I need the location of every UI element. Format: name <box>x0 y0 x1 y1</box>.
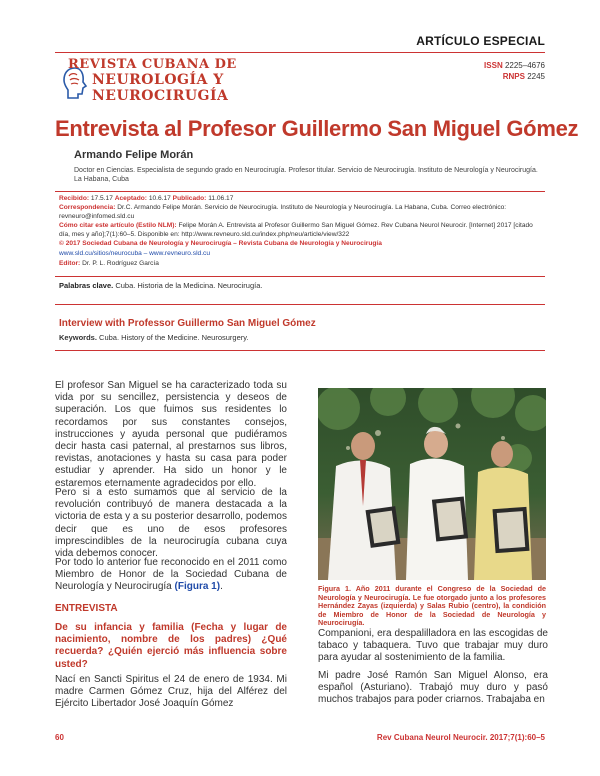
citation-line <box>59 222 544 239</box>
published-date: 11.06.17 <box>208 195 234 202</box>
copyright-line <box>59 240 544 249</box>
cite-label: Cómo citar este artículo (Estilo NLM): <box>59 222 177 229</box>
accepted-label: Aceptado: <box>114 195 147 202</box>
keywords-es <box>59 281 262 290</box>
received-date: 17.5.17 <box>90 195 113 202</box>
websites-link[interactable]: www.sld.cu/sitios/neurocuba – www.revneuro.sld.cu <box>59 250 210 257</box>
published-label: Publicado: <box>172 195 207 202</box>
figure-1-photo <box>318 388 546 580</box>
section-label: ARTÍCULO ESPECIAL <box>416 34 545 48</box>
correspondence-label: Correspondencia: <box>59 204 116 211</box>
journal-logo <box>62 57 237 108</box>
english-title: Interview with Professor Guillermo San Miguel Gómez <box>59 318 316 329</box>
logo-line-2: NEUROLOGÍA Y <box>92 72 224 88</box>
keywords-en <box>59 333 249 342</box>
paragraph-1: El profesor San Miguel se ha caracterizado toda su vida por su sencillez, persistencia y deseos de superación. Los que fuimos sus residentes lo recordamos por sus constantes consejos, instrucciones y ayuda personal que pudiéramos decir hasta casi paternal, al prestarnos sus libros, revistas, anotaciones y hasta su casa para poder estudiar y aprender. Ha sido un honor y le estaremos eternamente agradecidos por ello. <box>55 380 287 489</box>
correspondence-text: Dr.C. Armando Felipe Morán. Servicio de Neurocirugía. Instituto de Neurología y Neurocirugía. La Habana, Cuba. Correo electrónico: revneuro@infomed.sld.cu <box>59 204 507 220</box>
editor-label: Editor: <box>59 260 81 267</box>
rnps-value: 2245 <box>527 72 545 81</box>
page-number: 60 <box>55 733 64 742</box>
rnps-label: RNPS <box>502 72 525 81</box>
correspondence-line <box>59 204 544 221</box>
figure-1-link[interactable]: (Figura 1) <box>174 581 221 593</box>
photo-illustration <box>318 388 546 580</box>
dates-line <box>59 195 544 204</box>
accepted-date: 10.6.17 <box>148 195 171 202</box>
received-label: Recibido: <box>59 195 90 202</box>
editor-line <box>59 260 544 269</box>
copyright-text: © 2017 Sociedad Cubana de Neurología y Neurocirugía – Revista Cubana de Neurología y Neurocirugía <box>59 240 382 247</box>
keywords-divider <box>55 304 545 305</box>
answer-1: Nací en Sancti Spiritus el 24 de enero de 1934. Mi madre Carmen Gómez Cruz, hija del Alférez del Ejército Libertador José Joaquín Gómez <box>55 674 287 710</box>
figure-1-caption: Figura 1. Año 2011 durante el Congreso de la Sociedad de Neurología y Neurocirugía. Le fue otorgado junto a los profesores Hernández Zayas (izquierda) y Salas Rubio (centro), la condición de Miembro de Honor de la Sociedad de Neurología y Neurocirugía. <box>318 584 546 627</box>
paragraph-3-end: . <box>220 581 223 593</box>
editor-name: Dr. P. L. Rodríguez García <box>82 260 159 267</box>
issn-block <box>484 60 545 82</box>
logo-line-1: REVISTA CUBANA DE <box>68 57 237 72</box>
question-1: De su infancia y familia (Fecha y lugar de nacimiento, nombre de los padres) ¿Qué recuerda? ¿Quién ejerció más influencia sobre usted? <box>55 622 287 670</box>
keywords-en-text: Cuba. History of the Medicine. Neurosurgery. <box>99 333 249 342</box>
article-title: Entrevista al Profesor Guillermo San Miguel Gómez <box>55 116 579 141</box>
interview-heading: ENTREVISTA <box>55 603 118 614</box>
paragraph-3 <box>55 557 287 594</box>
keywords-es-label: Palabras clave. <box>59 281 114 290</box>
keywords-en-label: Keywords. <box>59 333 97 342</box>
paragraph-3-text: Por todo lo anterior fue reconocido en el 2011 como Miembro de Honor de la Sociedad Cubana de Neurología y Neurocirugía <box>55 557 287 593</box>
header-divider <box>55 52 545 53</box>
keywords-es-text: Cuba. Historia de la Medicina. Neurocirugía. <box>115 281 263 290</box>
article-author: Armando Felipe Morán <box>74 149 194 161</box>
english-divider <box>55 350 545 351</box>
cite-text: Felipe Morán A. Entrevista al Profesor Guillermo San Miguel Gómez. Rev Cubana Neurol Neurocir. [Internet] 2017 [citado día, mes y año];7(1):60–5. Disponible en: http://www.revneuro.sld.cu/index.php/neu/article/view/322 <box>59 222 533 238</box>
author-affiliation: Doctor en Ciencias. Especialista de segundo grado en Neurocirugía. Profesor titular. Servicio de Neurocirugía. Instituto de Neurología y Neurocirugía. La Habana, Cuba <box>74 167 538 183</box>
paragraph-2: Pero si a esto sumamos que al servicio de la revolución contribuyó de manera destacada a la victoria de esta y a su posterior desarrollo, podemos decir que es uno de esos profesores imprescindibles de la neurocirugía cubana cuya vida debemos conocer. <box>55 487 287 560</box>
issn-value: 2225–4676 <box>504 61 545 70</box>
issn-label: ISSN <box>484 61 503 70</box>
logo-line-3: NEUROCIRUGÍA <box>92 88 229 104</box>
footer-citation: Rev Cubana Neurol Neurocir. 2017;7(1):60–5 <box>376 733 545 742</box>
col2-paragraph-2: Mi padre José Ramón San Miguel Alonso, era español (Asturiano). Trabajó muy duro y pasó muchos trabajos para poder criarnos. Trabajaba en <box>318 670 548 706</box>
col2-paragraph-1: Companioni, era despalilladora en las escogidas de tabaco y tabaquera. Tuvo que trabajar muy duro para ayudar al sostenimiento de la familia. <box>318 628 548 664</box>
